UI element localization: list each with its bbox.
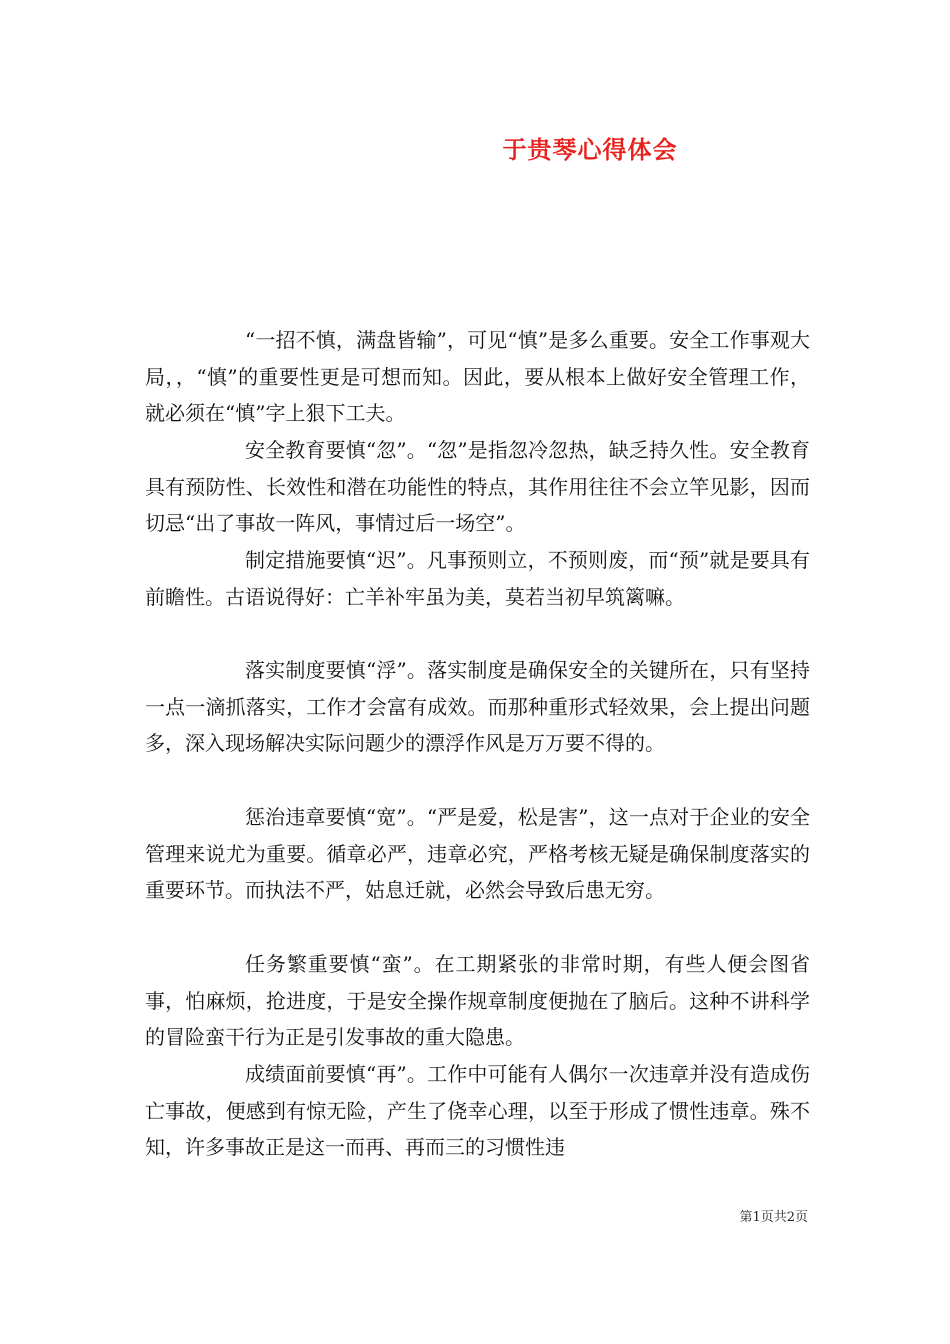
paragraph-7: 成绩面前要慎“再”。工作中可能有人偶尔一次违章并没有造成伤亡事故，便感到有惊无险，产生了侥幸心理，以至于形成了惯性违章。殊不知，许多事故正是这一而再、再而三的习惯性违 xyxy=(145,1062,810,1159)
page-number-footer: 第1页共2页 xyxy=(739,1210,808,1225)
paragraph-1: “一招不慎，满盘皆输”，可见“慎”是多么重要。安全工作事观大局，，“慎”的重要性更是可想而知。因此，要从根本上做好安全管理工作，就必须在“慎”字上狠下工夫。 xyxy=(145,328,810,425)
paragraph-2: 安全教育要慎“忽”。“忽”是指忽冷忽热，缺乏持久性。安全教育具有预防性、长效性和潜在功能性的特点，其作用往往不会立竿见影，因而切忌“出了事故一阵风，事情过后一场空”。 xyxy=(145,438,810,535)
paragraph-5: 惩治违章要慎“宽”。“严是爱，松是害”，这一点对于企业的安全管理来说尤为重要。循章必严，违章必究，严格考核无疑是确保制度落实的重要环节。而执法不严，姑息迁就，必然会导致后患无穷。 xyxy=(145,805,810,902)
paragraph-6: 任务繁重要慎“蛮”。在工期紧张的非常时期，有些人便会图省事，怕麻烦，抢进度，于是安全操作规章制度便抛在了脑后。这种不讲科学的冒险蛮干行为正是引发事故的重大隐患。 xyxy=(145,952,810,1049)
document-title: 于贵琴心得体会 xyxy=(502,135,678,164)
paragraph-3: 制定措施要慎“迟”。凡事预则立，不预则废，而“预”就是要具有前瞻性。古语说得好：亡羊补牢虽为美，莫若当初早筑篱嘛。 xyxy=(145,548,810,609)
paragraph-4: 落实制度要慎“浮”。落实制度是确保安全的关键所在，只有坚持一点一滴抓落实，工作才会富有成效。而那种重形式轻效果，会上提出问题多，深入现场解决实际问题少的漂浮作风是万万要不得的。 xyxy=(145,658,810,755)
